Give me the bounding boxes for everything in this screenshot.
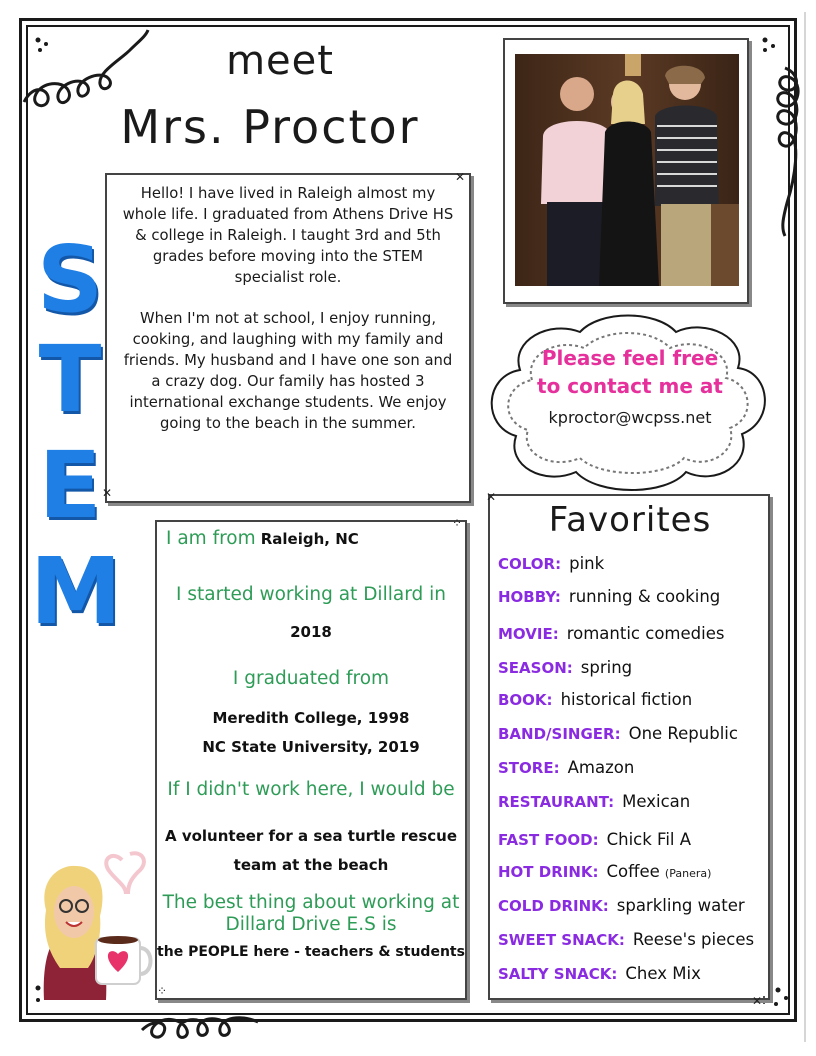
best-thing-label-line: Dillard Drive E.S is — [225, 914, 397, 935]
favorite-value: spring — [580, 658, 633, 677]
corner-star-icon: ⁘ — [157, 984, 168, 998]
swirl-doodle-icon — [140, 1000, 260, 1050]
contact-heading-line2: to contact me at — [537, 374, 723, 398]
favorite-value: historical fiction — [560, 690, 693, 709]
cloud-frame-icon — [480, 310, 776, 494]
contact-heading-line1: Please feel free — [541, 346, 719, 370]
favorite-key: SALTY SNACK: — [498, 965, 618, 983]
favorite-note: (Panera) — [664, 867, 712, 880]
stem-letter-m: M — [30, 538, 122, 645]
page-subtitle: meet — [226, 38, 334, 84]
bio-paragraph: Hello! I have lived in Raleigh almost my whole life. I graduated from Athens Drive HS & college in Raleigh. I taught 3rd and 5th grades before moving into the STEM specialist role. — [122, 185, 454, 286]
favorite-value: romantic comedies — [566, 624, 725, 643]
favorite-key: BOOK: — [498, 691, 553, 709]
favorite-value: Chex Mix — [625, 964, 701, 983]
favorite-item — [498, 930, 754, 949]
swirl-doodle-icon — [20, 20, 150, 110]
favorite-item — [498, 658, 632, 677]
best-thing-label — [155, 892, 467, 936]
graduated-value: NC State University, 2019 — [202, 738, 420, 756]
favorite-key: RESTAURANT: — [498, 793, 615, 811]
favorite-key: FAST FOOD: — [498, 831, 599, 849]
from-label: I am from — [166, 528, 256, 549]
favorite-key: STORE: — [498, 759, 560, 777]
corner-star-icon: ✕ — [102, 486, 113, 500]
graduated-label: I graduated from — [232, 668, 390, 689]
favorite-key: BAND/SINGER: — [498, 725, 621, 743]
favorite-item — [498, 587, 720, 606]
best-thing-value: the PEOPLE here - teachers & students — [157, 944, 465, 960]
favorite-item — [498, 690, 692, 709]
favorite-key: HOBBY: — [498, 588, 561, 606]
favorite-key: MOVIE: — [498, 625, 559, 643]
favorite-value: Reese's pieces — [632, 930, 755, 949]
stem-letter-e: E — [38, 432, 102, 539]
bitmoji-avatar-icon — [30, 850, 160, 1000]
from-value: Raleigh, NC — [260, 530, 359, 548]
bio-box — [105, 173, 471, 503]
favorite-value: sparkling water — [616, 896, 745, 915]
favorite-value: running & cooking — [568, 587, 721, 606]
from-row — [166, 528, 359, 549]
page-title: Mrs. Proctor — [120, 100, 420, 154]
contact-email-link[interactable]: kproctor@wcpss.net — [548, 408, 712, 427]
graduated-value: Meredith College, 1998 — [212, 709, 410, 727]
corner-star-icon: ⁘ — [452, 516, 463, 530]
stem-letter-t: T — [38, 326, 102, 433]
favorite-item — [498, 896, 745, 915]
favorite-value: Amazon — [567, 758, 635, 777]
favorite-key: SWEET SNACK: — [498, 931, 625, 949]
corner-star-icon: ✕ — [486, 490, 497, 504]
favorite-key: HOT DRINK: — [498, 863, 599, 881]
favorite-value: Coffee — [606, 862, 660, 881]
alt-career-value: A volunteer for a sea turtle rescue — [165, 827, 457, 845]
favorite-item — [498, 964, 701, 983]
bio-paragraph: When I'm not at school, I enjoy running, cooking, and laughing with my family and friends. My husband and I have one son and a crazy dog. Our family has hosted 3 international exchange students. We enjoy going to the beach in the summer. — [123, 310, 453, 432]
favorite-item — [498, 830, 691, 849]
favorite-value: pink — [569, 554, 605, 573]
favorite-item — [498, 758, 634, 777]
favorite-value: Chick Fil A — [606, 830, 692, 849]
stem-letter-s: S — [36, 226, 104, 333]
favorite-value: Mexican — [622, 792, 691, 811]
favorite-key: COLD DRINK: — [498, 897, 609, 915]
favorite-key: COLOR: — [498, 555, 562, 573]
best-thing-label-line: The best thing about working at — [162, 892, 460, 913]
favorite-item — [498, 554, 604, 573]
favorites-title: Favorites — [548, 500, 712, 540]
favorite-key: SEASON: — [498, 659, 573, 677]
started-value: 2018 — [290, 623, 332, 641]
favorite-item — [498, 624, 724, 643]
swirl-doodle-icon — [755, 28, 805, 238]
favorite-item — [498, 862, 711, 881]
started-label: I started working at Dillard in — [176, 584, 446, 605]
favorite-value: One Republic — [628, 724, 738, 743]
favorite-item — [498, 724, 738, 743]
corner-star-icon: ✕ — [752, 994, 763, 1008]
family-photo — [515, 54, 739, 286]
favorite-item — [498, 792, 690, 811]
corner-star-icon: ✕ — [455, 170, 466, 184]
alt-career-label: If I didn't work here, I would be — [167, 779, 455, 800]
alt-career-value: team at the beach — [233, 856, 389, 874]
